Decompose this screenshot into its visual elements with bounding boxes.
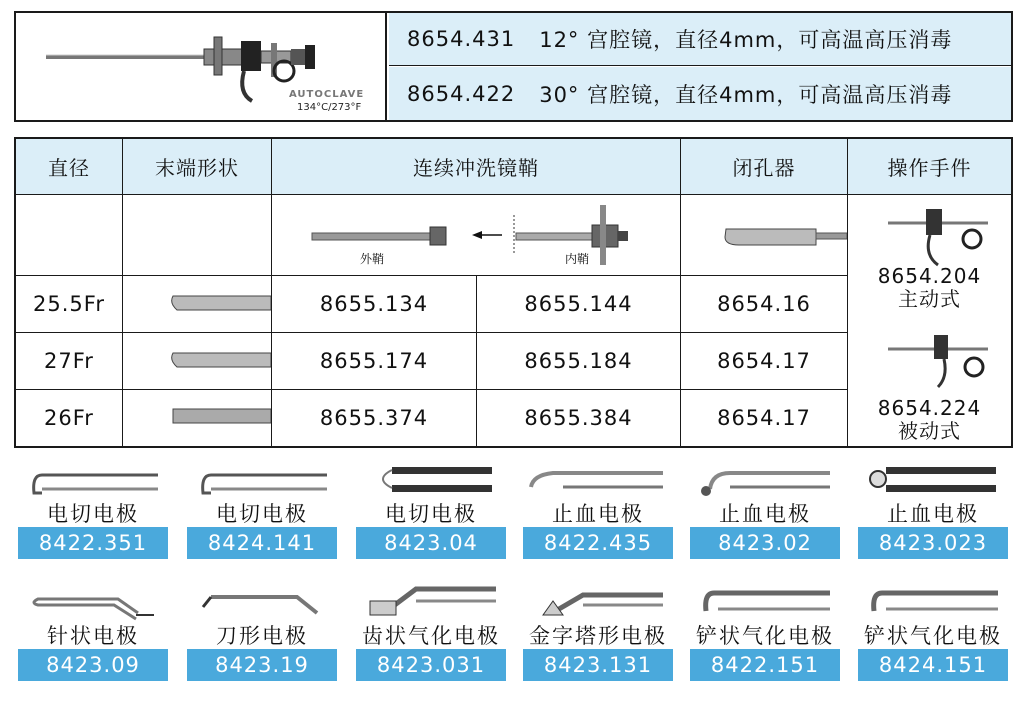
electrode-image xyxy=(187,463,337,501)
parts-table xyxy=(14,137,1013,448)
electrode-name: 止血电极 xyxy=(887,502,979,526)
electrode-name: 针状电极 xyxy=(47,624,139,648)
handle-active-drawing xyxy=(848,195,1011,275)
electrode-image xyxy=(690,463,840,501)
electrode-item xyxy=(18,463,168,559)
handle-type: 被动式 xyxy=(898,419,961,443)
inner-sheath-code: 8655.384 xyxy=(524,406,633,430)
handle-code: 8654.224 xyxy=(877,396,982,420)
divider xyxy=(16,275,847,276)
electrode-image xyxy=(356,585,506,623)
inner-sheath-label: 内鞘 xyxy=(565,252,590,266)
electrode-item xyxy=(18,585,168,681)
electrode-name: 金字塔形电极 xyxy=(529,624,667,648)
electrode-item xyxy=(858,463,1008,559)
obturator-code: 8654.16 xyxy=(717,292,811,316)
obturator-code: 8654.17 xyxy=(717,406,811,430)
row-diameter: 27Fr xyxy=(44,349,94,373)
electrode-item xyxy=(356,585,506,681)
electrode-image xyxy=(523,463,673,501)
electrode-code: 8423.023 xyxy=(858,527,1008,559)
electrode-code: 8423.031 xyxy=(356,649,506,681)
electrode-name: 齿状气化电极 xyxy=(362,624,500,648)
scope-row xyxy=(389,13,1011,66)
scope-description: 12° 宫腔镜，直径4mm，可高温高压消毒 xyxy=(539,28,953,52)
inner-sheath-code: 8655.184 xyxy=(524,349,633,373)
electrode-name: 电切电极 xyxy=(216,502,308,526)
autoclave-label: AUTOCLAVE xyxy=(289,89,365,100)
electrode-image xyxy=(858,585,1008,623)
electrode-name: 电切电极 xyxy=(47,502,139,526)
electrode-item xyxy=(523,463,673,559)
scope-description: 30° 宫腔镜，直径4mm，可高温高压消毒 xyxy=(539,82,953,107)
divider xyxy=(16,332,847,333)
scope-code: 8654.431 xyxy=(407,27,516,51)
electrode-name: 铲状气化电极 xyxy=(864,624,1002,648)
electrode-image xyxy=(18,585,168,623)
divider xyxy=(122,139,123,446)
electrode-code: 8424.141 xyxy=(187,527,337,559)
obturator-image xyxy=(681,195,847,275)
electrode-item xyxy=(356,463,506,559)
electrode-name: 止血电极 xyxy=(552,502,644,526)
electrode-item xyxy=(858,585,1008,681)
electrode-item xyxy=(187,585,337,681)
header-diameter: 直径 xyxy=(16,139,122,194)
electrode-image xyxy=(187,585,337,623)
scope-code: 8654.422 xyxy=(407,81,516,106)
electrode-image xyxy=(690,585,840,623)
handle-active xyxy=(847,265,1012,311)
inner-sheath-code: 8655.144 xyxy=(524,292,633,316)
scope-info-box xyxy=(14,11,1013,122)
electrode-code: 8423.131 xyxy=(523,649,673,681)
electrode-image xyxy=(523,585,673,623)
obturator-drawing xyxy=(681,195,847,275)
outer-sheath-label: 外鞘 xyxy=(360,252,385,266)
header-obturator: 闭孔器 xyxy=(681,139,847,194)
sheath-drawing xyxy=(272,195,680,275)
electrode-name: 刀形电极 xyxy=(216,624,308,648)
electrode-image xyxy=(858,463,1008,501)
electrode-image xyxy=(356,463,506,501)
electrode-code: 8423.02 xyxy=(690,527,840,559)
electrode-name: 止血电极 xyxy=(719,502,811,526)
electrode-item xyxy=(187,463,337,559)
autoclave-temperature: 134°C/273°F xyxy=(297,102,362,113)
outer-sheath-code: 8655.374 xyxy=(319,406,429,430)
electrode-name: 铲状气化电极 xyxy=(696,624,834,648)
divider xyxy=(16,194,1011,195)
electrode-code: 8422.151 xyxy=(690,649,840,681)
arrow-left-icon xyxy=(472,231,482,239)
electrode-code: 8423.09 xyxy=(18,649,168,681)
divider xyxy=(16,389,847,390)
electrode-code: 8422.351 xyxy=(18,527,168,559)
header-tip-shape: 末端形状 xyxy=(123,139,271,194)
electrode-item xyxy=(523,585,673,681)
tip-shape-drawings xyxy=(123,276,271,446)
electrode-code: 8423.19 xyxy=(187,649,337,681)
electrode-code: 8424.151 xyxy=(858,649,1008,681)
electrode-code: 8422.435 xyxy=(523,527,673,559)
electrode-code: 8423.04 xyxy=(356,527,506,559)
electrode-item xyxy=(690,585,840,681)
header-handle: 操作手件 xyxy=(848,139,1011,194)
header-sheath: 连续冲洗镜鞘 xyxy=(272,139,680,194)
row-diameter: 25.5Fr xyxy=(33,292,105,316)
outer-sheath-code: 8655.174 xyxy=(319,349,429,373)
row-diameter: 26Fr xyxy=(44,406,94,430)
obturator-code: 8654.17 xyxy=(717,349,811,373)
divider xyxy=(847,139,848,446)
electrode-item xyxy=(690,463,840,559)
handle-passive-drawing xyxy=(848,319,1011,394)
divider xyxy=(271,139,272,446)
outer-sheath-code: 8655.134 xyxy=(319,292,429,316)
handle-code: 8654.204 xyxy=(877,264,982,288)
electrode-image xyxy=(18,463,168,501)
scope-row xyxy=(389,67,1011,120)
handle-type: 主动式 xyxy=(898,287,961,311)
electrode-name: 电切电极 xyxy=(385,502,477,526)
divider xyxy=(680,139,681,446)
sheath-images xyxy=(272,195,680,275)
handle-passive xyxy=(847,397,1012,443)
divider xyxy=(476,275,477,446)
